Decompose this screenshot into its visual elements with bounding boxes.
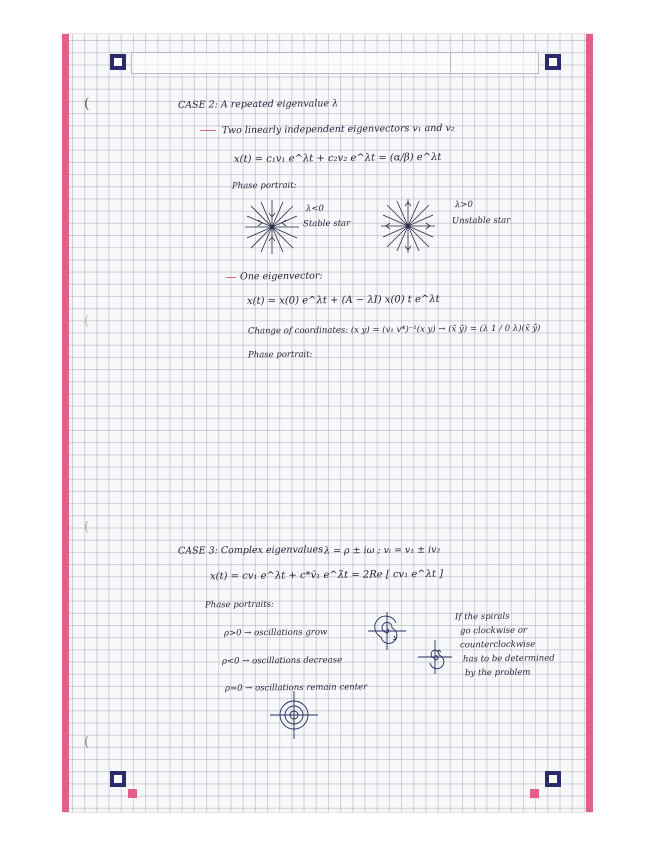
change-of-coordinates: Change of coordinates: (x y) = (v₁ v*)⁻¹(x y) → (x̃ ỹ) = (λ 1 / 0 λ)(x̃ ỹ) (247, 323, 541, 337)
rho-positive: ρ>0 → oscillations grow (223, 627, 328, 639)
case2-phase-label: Phase portrait: (231, 180, 297, 192)
case2-two-indep: Two linearly independent eigenvectors v₁ and v₂ (221, 122, 455, 137)
case2-solution: x(t) = c₁v₁ e^λt + c₂v₂ e^λt = (α/β) e^λt (233, 151, 442, 166)
case3-heading: CASE 3: Complex eigenvalues (177, 544, 324, 557)
decaying-spiral-diagram (418, 640, 452, 674)
rho-negative: ρ<0 → oscillations decrease (221, 655, 343, 667)
case2-heading: CASE 2: A repeated eigenvalue λ (177, 98, 339, 111)
punch-hole-1: ( (84, 96, 90, 112)
stable-condition: λ<0 (305, 203, 324, 215)
note-line-2: go clockwise or (459, 625, 528, 637)
center-diagram (270, 691, 318, 739)
growing-spiral-diagram (368, 612, 406, 650)
punch-hole-2: ( (84, 313, 90, 329)
one-eigenvector-solution: x(t) = x(0) e^λt + (A − λI) x(0) t e^λt (246, 293, 440, 308)
case3-phase-label: Phase portraits: (204, 599, 274, 611)
note-line-5: by the problem (464, 667, 531, 679)
unstable-name: Unstable star (451, 215, 511, 227)
unstable-condition: λ>0 (454, 199, 473, 211)
one-eigenvector: One eigenvector: (239, 270, 323, 283)
stable-name: Stable star (302, 218, 351, 230)
case2-phase-label-2: Phase portrait: (247, 349, 313, 361)
punch-hole-3: ( (84, 519, 90, 535)
case3-solution: x(t) = cv₁ e^λt + c*v̄₁ e^λ̄t = 2Re [ cv₁ e^λt ] (209, 568, 444, 583)
note-line-4: has to be determined (462, 653, 555, 665)
rho-zero: ρ=0 → oscillations remain center (224, 682, 368, 694)
note-line-1: If the spirals (454, 611, 510, 623)
note-line-3: counterclockwise (459, 639, 536, 651)
punch-hole-4: ( (84, 734, 90, 750)
case3-eigen-form: λ = ρ ± iω ; vᵢ = v₁ ± iv₂ (323, 544, 441, 557)
